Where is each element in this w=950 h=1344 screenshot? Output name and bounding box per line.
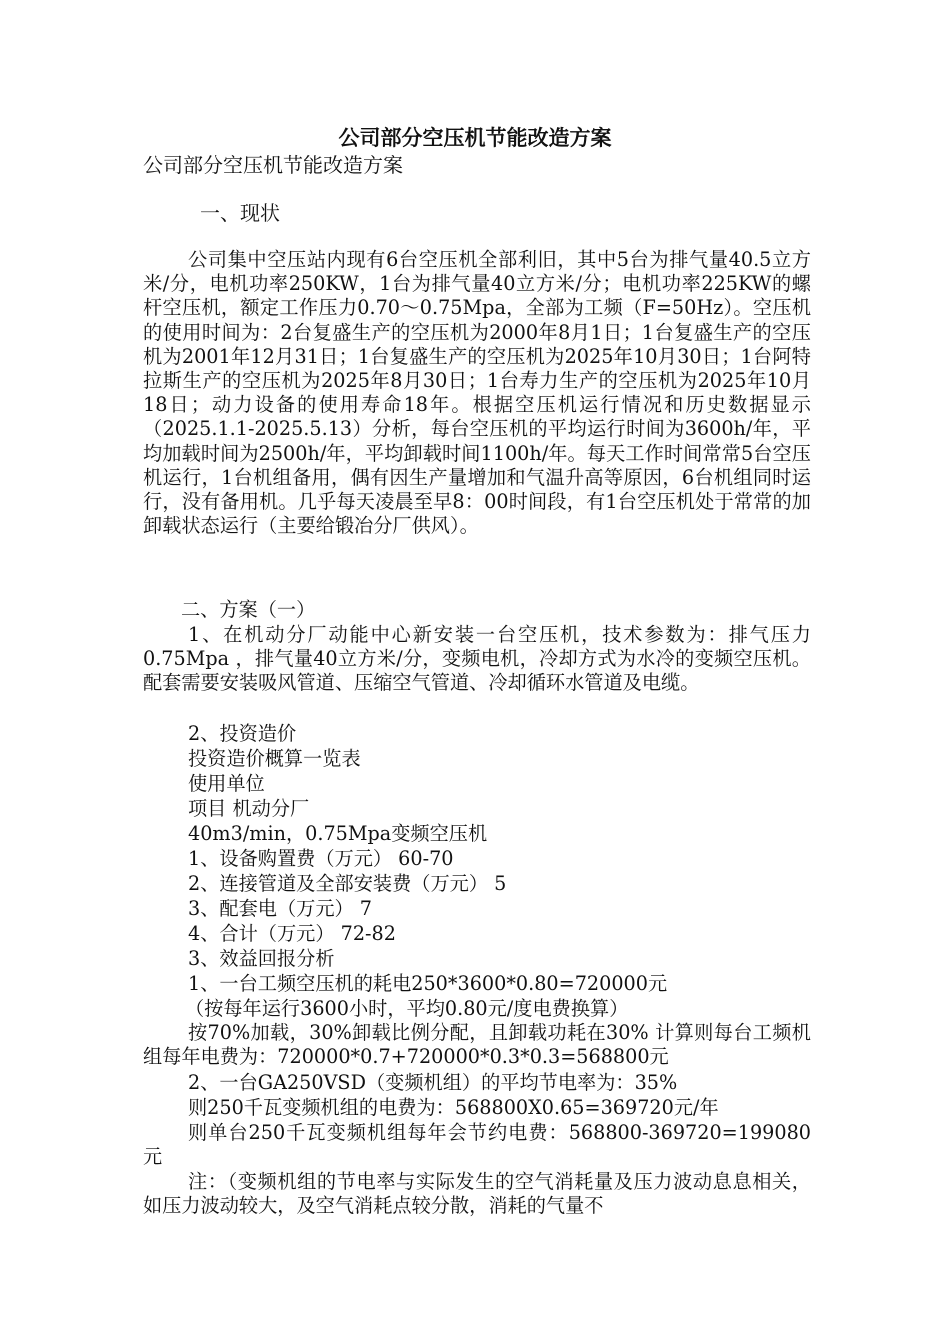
note-paragraph: 注：（变频机组的节电率与实际发生的空气消耗量及压力波动息息相关，如压力波动较大，及空气消耗点较分散，消耗的气量不 — [143, 1170, 811, 1218]
benefit-item-1-note: （按每年运行3600小时，平均0.80元/度电费换算） — [185, 997, 629, 1020]
cost-row: 3、配套电（万元） 7 — [188, 897, 373, 920]
cost-row: 4、合计（万元） 72-82 — [188, 922, 396, 945]
table-model-row: 40m3/min，0.75Mpa变频空压机 — [188, 822, 488, 845]
benefit-item-2-cost: 则250千瓦变频机组的电费为：568800X0.65=369720元/年 — [188, 1096, 719, 1119]
cost-row: 1、设备购置费（万元） 60-70 — [188, 847, 454, 870]
section-heading-status: 一、现状 — [200, 201, 280, 225]
table-project-row: 项目 机动分厂 — [188, 797, 310, 820]
benefit-item-2: 2、一台GA250VSD（变频机组）的平均节电率为：35% — [188, 1071, 678, 1094]
investment-heading: 2、投资造价 — [188, 722, 297, 745]
table-unit-label: 使用单位 — [188, 772, 265, 795]
table-title: 投资造价概算一览表 — [188, 747, 361, 770]
cost-row: 2、连接管道及全部安装费（万元） 5 — [188, 872, 507, 895]
section-heading-plan: 二、方案（一） — [181, 598, 316, 621]
benefit-item-1: 1、一台工频空压机的耗电250*3600*0.80=720000元 — [188, 972, 668, 995]
benefit-item-2-saving: 则单台250千瓦变频机组每年会节约电费：568800-369720=199080元 — [143, 1121, 811, 1169]
benefit-heading: 3、效益回报分析 — [188, 947, 335, 970]
document-subtitle: 公司部分空压机节能改造方案 — [143, 153, 403, 177]
benefit-item-1-calc: 按70%加载，30%卸载比例分配，且卸载功耗在30% 计算则每台工频机组每年电费为：720000*0.7+720000*0.3*0.3=568800元 — [143, 1021, 811, 1069]
status-paragraph: 公司集中空压站内现有6台空压机全部利旧，其中5台为排气量40.5立方米/分，电机功率250KW，1台为排气量40立方米/分；电机功率225KW的螺杆空压机，额定工作压力0.70～0.75Mpa，全部为工频（F=50Hz）。空压机的使用时间为：2台复盛生产的空压机为2000年8月1日；1台复盛生产的空压机为2001年12月31日；1台复盛生产的空压机为2025年10月30日；1台阿特拉斯生产的空压机为2025年8月30日；1台寿力生产的空压机为2025年10月18日；动力设备的使用寿命18年。根据空压机运行情况和历史数据显示（2025.1.1-2025.5.13）分析，每台空压机的平均运行时间为3600h/年，平均加载时间为2500h/年，平均卸载时间1100h/年。每天工作时间常常5台空压机运行，1台机组备用，偶有因生产量增加和气温升高等原因，6台机组同时运行，没有备用机。几乎每天凌晨至早8：00时间段，有1台空压机处于常常的加卸载状态运行（主要给锻冶分厂供风）。 — [143, 248, 811, 538]
document-title: 公司部分空压机节能改造方案 — [338, 126, 612, 150]
plan-item-1: 1、在机动分厂动能中心新安装一台空压机，技术参数为：排气压力0.75Mpa ，排气量40立方米/分，变频电机，冷却方式为水冷的变频空压机。配套需要安装吸风管道、压缩空气管道、冷却循环水管道及电缆。 — [143, 623, 811, 695]
